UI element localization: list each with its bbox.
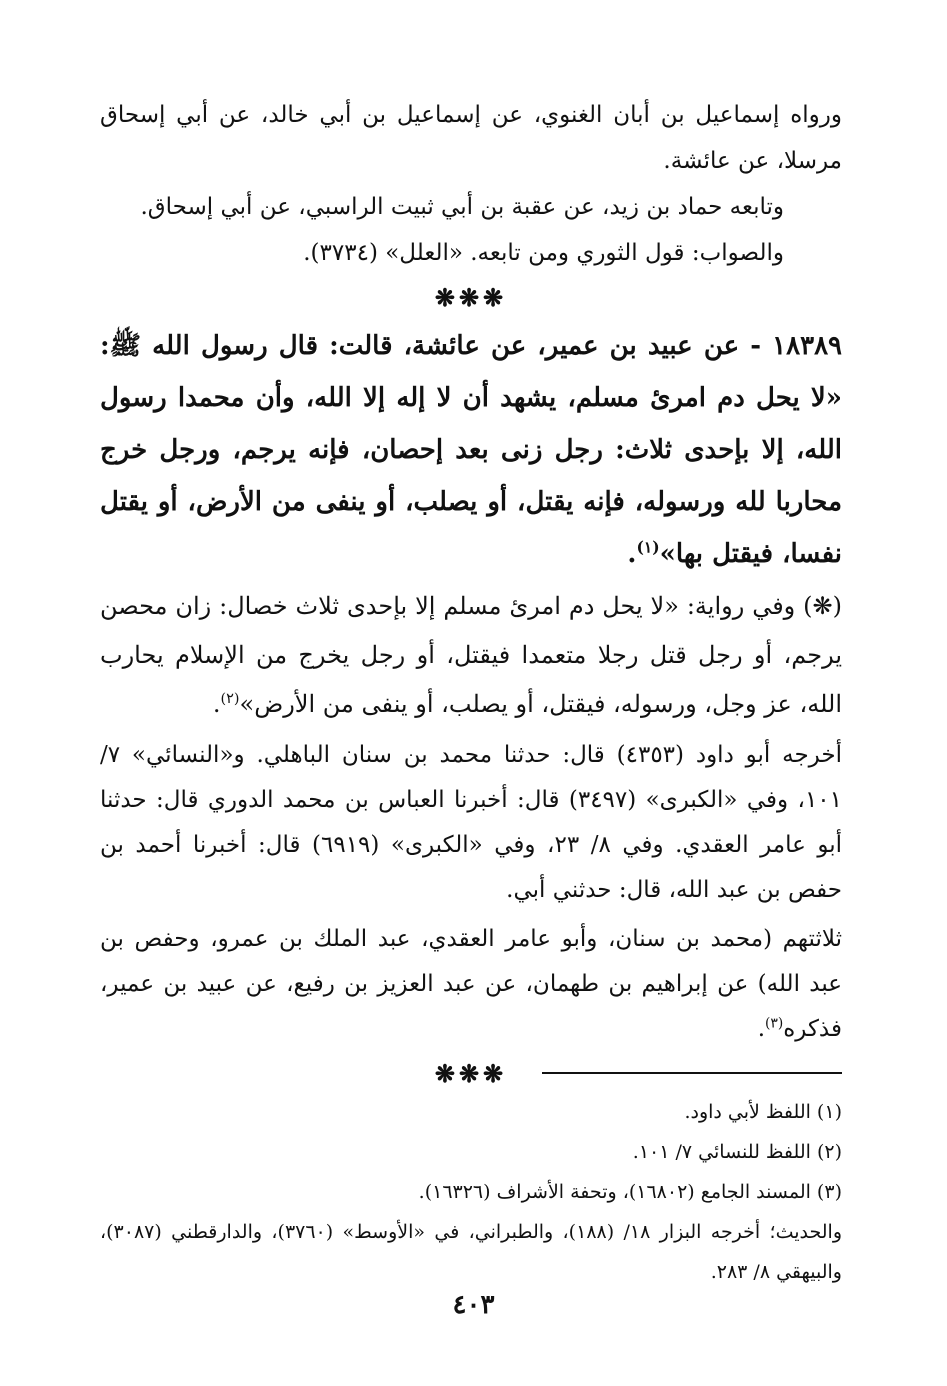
hadith-text: «لا يحل دم امرئ مسلم، يشهد أن لا إله إلا الله، وأن محمدا رسول الله، إلا بإحدى ثلاث: رجل زنى بعد إحصان، فإنه يرجم، ورجل خرج محاربا لله ورسوله، فإنه يقتل، أو يصلب، أو ينفى من الأرض، أو يقتل نفسا، فيقتل بها» [100, 383, 842, 569]
page-body [100, 92, 842, 1096]
hadith-intro: - عن عبيد بن عمير، عن عائشة، قالت: قال رسول الله ﷺ: [100, 331, 773, 361]
section-separator: ❋❋❋ [434, 283, 508, 312]
takhrij-paragraph: أخرجه أبو داود (٤٣٥٣) قال: حدثنا محمد بن سنان الباهلي. و«النسائي» ٧/ ١٠١، وفي «الكبرى» (٣٤٩٧) قال: أخبرنا العباس بن محمد الدوري قال: حدثنا أبو عامر العقدي. وفي ٨/ ٢٣، وفي «الكبرى» (٦٩١٩) قال: أخبرنا أحمد بن حفص بن عبد الله، قال: حدثني أبي. [100, 742, 843, 903]
section-separator-bottom: ❋❋❋ [434, 1059, 508, 1088]
isnad-text: ثلاثتهم (محمد بن سنان، وأبو عامر العقدي، عبد الملك بن عمرو، وحفص بن عبد الله) عن إبراهيم بن طهمان، عن عبد العزيز بن رفيع، عن عبيد بن عمير، فذكره [100, 926, 842, 1042]
other-narration: (❋) وفي رواية: «لا يحل دم امرئ مسلم إلا بإحدى ثلاث خصال: زان محصن يرجم، أو رجل قتل رجلا متعمدا فيقتل، أو رجل يخرج من الإسلام يحارب الله، عز وجل، ورسوله، فيقتل، أو يصلب، أو ينفى من الأرض»$^{(٢)}$. [100, 592, 842, 718]
other-narration-text: (❋) وفي رواية: «لا يحل دم امرئ مسلم إلا بإحدى ثلاث خصال: زان محصن يرجم، أو رجل قتل رجلا متعمدا فيقتل، أو رجل يخرج من الإسلام يحارب الله، عز وجل، ورسوله، فيقتل، أو يصلب، أو ينفى من الأرض» [100, 592, 842, 718]
footnote-marker-2: (٢) [220, 691, 240, 707]
footnote-1: (١) اللفظ لأبي داود. [684, 1101, 842, 1123]
footnote-divider [542, 1072, 842, 1074]
page-number: ٤٠٣ [452, 1290, 495, 1320]
footnote-marker-1: (١) [636, 537, 660, 557]
isnad-paragraph: ثلاثتهم (محمد بن سنان، وأبو عامر العقدي، عبد الملك بن عمرو، وحفص بن عبد الله) عن إبراهيم بن طهمان، عن عبد العزيز بن رفيع، عن عبيد بن عمير، فذكره$^{(٣)}$. [100, 926, 842, 1042]
footnote-marker-3: (٣) [765, 1015, 784, 1032]
hadith-block: ١٨٣٨٩ - عن عبيد بن عمير، عن عائشة، قالت: قال رسول الله ﷺ: «لا يحل دم امرئ مسلم، يشهد أن لا إله إلا الله، وأن محمدا رسول الله، إلا بإحدى ثلاث: رجل زنى بعد إحصان، فإنه يرجم، ورجل خرج محاربا لله ورسوله، فإنه يقتل، أو يصلب، أو ينفى من الأرض، أو يقتل نفسا، فيقتل بها»$^{(١)}$. [100, 331, 842, 569]
footnote-3: (٣) المسند الجامع (١٦٨٠٢)، وتحفة الأشراف (١٦٣٢٦). [418, 1181, 842, 1203]
footnote-2: (٢) اللفظ للنسائي ٧/ ١٠١. [632, 1141, 842, 1163]
narration-line-hammad: وتابعه حماد بن زيد، عن عقبة بن أبي ثبيت الراسبي، عن أبي إسحاق. [140, 194, 784, 220]
ilal-conclusion: والصواب: قول الثوري ومن تابعه. «العلل» (٣٧٣٤). [303, 240, 784, 266]
footnote-3-continued: والحديث؛ أخرجه البزار ١٨/ (١٨٨)، والطبراني، في «الأوسط» (٣٧٦٠)، والدارقطني (٣٠٨٧)، والبيهقي ٨/ ٢٨٣. [100, 1221, 843, 1283]
narration-line-ghanawi: ورواه إسماعيل بن أبان الغنوي، عن إسماعيل بن أبي خالد، عن أبي إسحاق مرسلا، عن عائشة. [100, 102, 842, 174]
footnotes [100, 1092, 842, 1292]
hadith-number: ١٨٣٨٩ [772, 331, 842, 361]
